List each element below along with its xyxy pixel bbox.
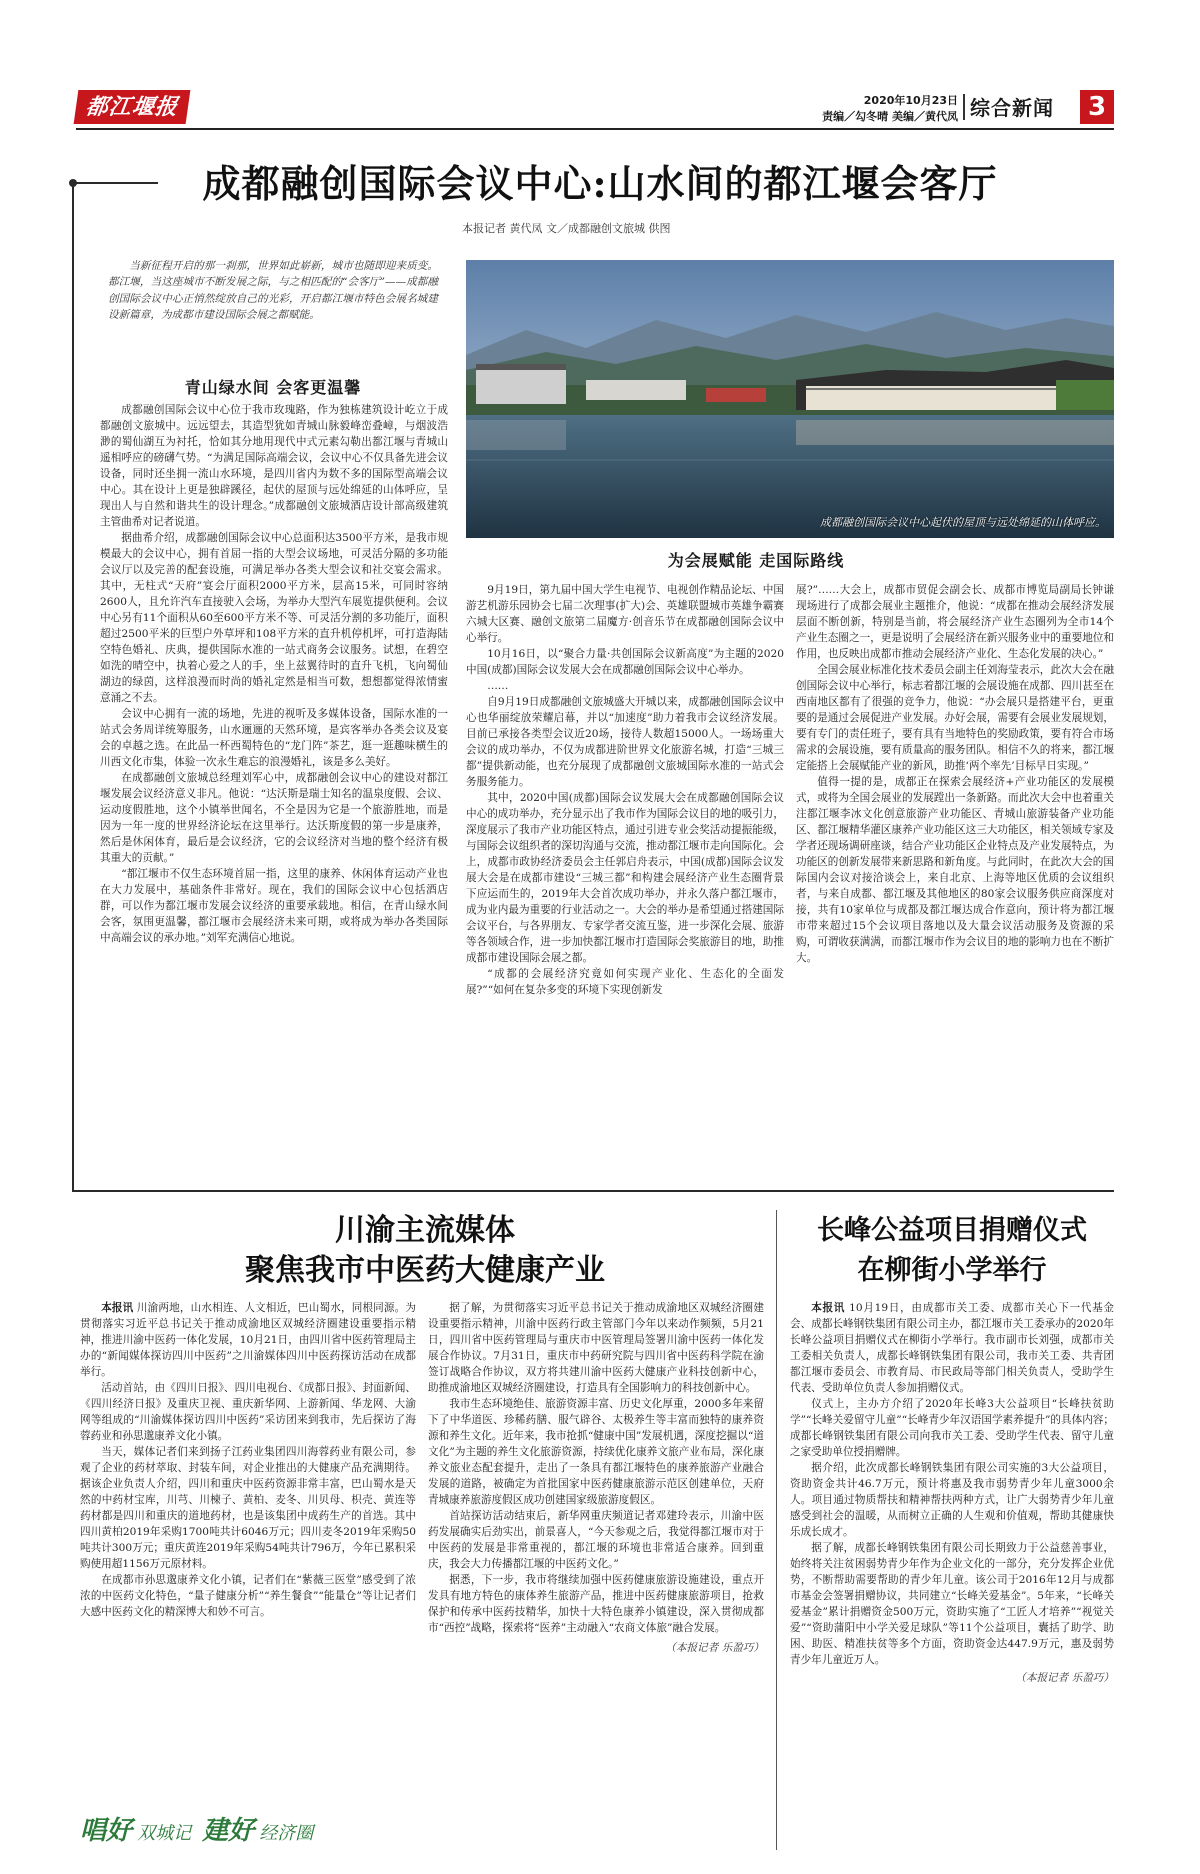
frame-corner-dot (69, 179, 77, 187)
story2-para: 据悉，下一步，我市将继续加强中医药健康旅游设施建设，重点开发具有地方特色的康体养生旅游产品，推进中医药健康旅游项目，抢救保护和传承中医药技精华，加快十大特色康养小镇建设，深入贯彻成都市“西控”战略，探索将“医养”主动融入“农商文体旅”融合发展。 (428, 1574, 764, 1634)
story2-para: 我市生态环境绝佳、旅游资源丰富、历史文化厚重，2000多年来留下了中华道医、珍稀药膳、服气辟谷、太极养生等丰富而独特的康养资源和养生文化。近年来，我市抢抓“健康中国”发展机遇，深度挖掘以“道文化”为主题的养生文化旅游资源，持续优化康养文旅产业布局，深化康养文旅业态配套提升，走出了一条具有都江堰特色的康养旅游产业融合发展的道路，被确定为首批国家中医药健康旅游示范区创建单位，天府青城康养旅游度假区成功创建国家级旅游度假区。 (428, 1398, 764, 1506)
story2-para: 活动首站，由《四川日报》、四川电视台、《成都日报》、封面新闻、《四川经济日报》及重庆卫视、重庆新华网、上游新闻、华龙网、大渝网等组成的“川渝媒体探访四川中医药”采访团来到我市，先后探访了海蓉药业和孙思邈康养文化小镇。 (80, 1382, 416, 1442)
slogan-part4: 经济圈 (259, 1823, 314, 1844)
section1-title: 青山绿水间 会客更温馨 (184, 378, 362, 397)
column-divider (776, 1210, 777, 1850)
section2-col2 (796, 582, 1114, 966)
story3-signature: （本报记者 乐盈巧） (1015, 1672, 1114, 1684)
main-story-title: 成都融创国际会议中心:山水间的都江堰会客厅 (202, 161, 998, 206)
section2-col1 (466, 582, 784, 998)
section1-body (100, 402, 448, 946)
slogan-part2: 双城记 (137, 1823, 192, 1844)
section2-para: 10月16日，以“聚合力量·共创国际会议新高度”为主题的2020中国(成都)国际会议发展大会在成都融创国际会议中心举办。 (466, 648, 784, 676)
section1-para: 成都融创国际会议中心位于我市玫瑰路，作为独栋建筑设计屹立于成都融创文旅城中。远远望去，其造型犹如青城山脉毅峰峦叠嶂，与烟波浩渺的蜀仙湖互为衬托，恰如其分地用现代中式元素勾勒出都江堰与青城山遥相呼应的磅礴气势。“为满足国际高端会议，会议中心不仅具备先进会议设备，同时还坐拥一流山水环境，是四川省内为数不多的国际型高端会议中心。其在设计上更是独辟蹊径，起伏的屋顶与远处绵延的山体呼应，呈现出人与自然和谐共生的设计理念。”成都融创文旅城酒店设计部高级建筑主管曲希对记者说道。 (100, 404, 448, 528)
story3-para: 本报讯 10月19日，由成都市关工委、成都市关心下一代基金会、成都长峰钢铁集团有限公司主办，都江堰市关工委承办的2020年长峰公益项目捐赠仪式在柳街小学举行。我市副市长刘强，成都市关工委相关负责人，成都长峰钢铁集团有限公司，我市关工委、共青团都江堰市委员会、市教育局、市民政局等部门相关负责人，受助学生代表、受助单位负责人参加捐赠仪式。 (790, 1302, 1114, 1394)
section2-para: 其中，2020中国(成都)国际会议发展大会在成都融创国际会议中心的成功举办，充分显示出了我市作为国际会议目的地的吸引力，深度展示了我市产业功能区特点，通过引进专业会奖活动提振能级，与国际会议组织者的深切沟通与交流，推动都江堰市走向国际化。会上，成都市政协经济委员会主任郭启舟表示，中国(成都)国际会议发展大会是在成都市建设“三城三都”和构建会展经济产业生态圈背景下应运而生的，2019年大会首次成功举办，并永久落户都江堰市，成为业内最为重要的行业活动之一。大会的举办是希望通过搭建国际会议平台，与各界朋友、专家学者交流互鉴，进一步深化会展、旅游等各领域合作，进一步加快都江堰市打造国际会奖旅游目的地，助推成都市建设国际会展之都。 (466, 792, 784, 964)
story2-para: 首站探访活动结束后，新华网重庆频道记者邓建玲表示，川渝中医药发展确实后劲实出，前景喜人，“今天参观之后，我觉得都江堰市对于中医药的发展是非常重视的，都江堰的环境也非常适合康养。回到重庆，我会大力传播都江堰的中医药文化。” (428, 1510, 764, 1570)
section1-para: 据曲希介绍，成都融创国际会议中心总面积达3500平方米，是我市规模最大的会议中心，拥有首屈一指的大型会议场地，可灵活分隔的多功能会议厅以及完善的配套设施，可满足举办各类大型会议和社交宴会需求。其中，无柱式“天府”宴会厅面积2000平方米，层高15米，可同时容纳2600人，且允许汽车直接驶入会场，为举办大型汽车展览提供便利。会议中心另有11个面积从60至600平方米不等、可灵活分割的多功能厅，面积超过2500平米的巨型户外草坪和108平方米的直升机停机坪，可打造海陆空特色婚礼、庆典，提供国际水准的一站式商务会议服务。试想，在碧空如洗的晴空中，执着心爱之人的手，坐上兹翼待时的直升飞机，飞向蜀仙湖边的绿茵，这样浪漫而时尚的婚礼定然是相当可数，想想都觉得浓情蜜意涌之不去。 (100, 532, 448, 704)
story3-para: 据介绍，此次成都长峰钢铁集团有限公司实施的3大公益项目，资助资金共计46.7万元，预计将惠及我市弱势青少年儿童3000余人。项目通过物质帮扶和精神帮扶两种方式，让广大弱势青少年儿童感受到社会的温暖，从而树立正确的人生观和价值观，帮助其健康快乐成长成才。 (790, 1462, 1114, 1538)
page-number-badge (1080, 90, 1114, 124)
story3-title-line2: 在柳街小学举行 (857, 1255, 1047, 1286)
masthead-date: 2020年10月23日 (863, 94, 958, 107)
section2-para: 自9月19日成都融创文旅城盛大开城以来，成都融创国际会议中心也华丽绽放荣耀启幕，并以“加速度”助力着我市会议经济发展。目前已承接各类型会议近20场，接待人数超15000人。一场场重大会议的成功举办，不仅为成都进阶世界文化旅游名城，打造“三城三都”提供新动能，也充分展现了成都融创文旅城国际水准的一站式会务服务能力。 (466, 696, 784, 788)
section-name: 综合新闻 (970, 96, 1054, 120)
story2-title-line2: 聚焦我市中医药大健康产业 (245, 1253, 605, 1288)
slogan-part1: 唱好 (80, 1816, 133, 1846)
section2-para: 展?”……大会上，成都市贸促会副会长、成都市博览局副局长钟谦现场进行了成都会展业主题推介，他说：“成都在推动会展经济发展层面不断创新，特别是当前，将会展经济产业生态圈列为全市14个产业生态圈之一，更是说明了会展经济在新兴服务业中的重要地位和作用，也反映出成都市推动会展经济产业化、生态化发展的决心。” (796, 584, 1114, 660)
story2-para: 当天，媒体记者们来到扬子江药业集团四川海蓉药业有限公司，参观了企业的药材萃取、封装车间，对企业推出的大健康产品充满期待。据该企业负责人介绍，四川和重庆中医药资源非常丰富，巴山蜀水是天然的中药材宝库，川芎、川楝子、黄柏、麦冬、川贝母、枳壳、黄连等药材都是四川和重庆的道地药材，也是该集团中成药生产的首选。其中四川黄柏2019年采购1700吨共计6046万元；四川麦冬2019年采购50吨共计300万元；重庆黄连2019年采购54吨共计796万，今年已累积采购使用超1156万元原材料。 (80, 1446, 416, 1570)
main-story-photo (466, 260, 1114, 538)
section1-para: 在成都融创文旅城总经理刘军心中，成都融创会议中心的建设对都江堰发展会议经济意义非凡。他说：“达沃斯是瑞士知名的温泉度假、会议、运动度假胜地，这个小镇举世闻名，不全是因为它是一个旅游胜地，而是因为一年一度的世界经济论坛在这里举行。达沃斯度假的第一步是康养，然后是休闲体育，最后是会议经济，它的会议经济对当地的整个经济有极其重大的贡献。” (100, 772, 448, 864)
newspaper-logo (74, 90, 191, 124)
main-story-frame-bottom (72, 1190, 1114, 1192)
photo-caption: 成都融创国际会议中心起伏的屋顶与远处绵延的山体呼应。 (820, 516, 1106, 529)
logo-text: 都江堰报 (84, 94, 180, 120)
conference-center-photo (466, 260, 1114, 538)
story2-para: 在成都市孙思邈康养文化小镇，记者们在“紫薇三医堂”感受到了浓浓的中医药文化特色，“量子健康分析”“养生餐食”“能量仓”等让记者们大感中医药文化的精深博大和妙不可言。 (80, 1574, 416, 1618)
slogan-banner (80, 1810, 416, 1854)
story3-para: 据了解，成都长峰钢铁集团有限公司长期致力于公益慈善事业，始终将关注贫困弱势青少年作为企业文化的一部分，充分发挥企业优势，不断帮助需要帮助的青少年儿童。该公司于2016年12月与成都市基金会签署捐赠协议，共同建立“长峰关爱基金”。5年来，“长峰关爱基金”累计捐赠资金500万元，资助实施了“工匠人才培养”“视觉关爱”“资助蒲阳中小学关爱足球队”等11个公益项目，囊括了助学、助困、助医、精准扶贫等多个方面，资助资金达447.9万元，惠及弱势青少年儿童近万人。 (790, 1542, 1114, 1666)
story3-title-line1: 长峰公益项目捐赠仪式 (817, 1215, 1087, 1246)
section2-para: 9月19日，第九届中国大学生电视节、电视创作精品论坛、中国游艺机游乐园协会七届二次理事(扩大)会、英雄联盟城市英雄争霸赛六城大区赛、融创文旅第二届魔方·创音乐节在成都融创国际会议中心举行。 (466, 584, 784, 644)
section2-para: 值得一提的是，成都正在探索会展经济+产业功能区的发展模式，或将为全国会展业的发展蹚出一条新路。而此次大会中也着重关注都江堰李冰文化创意旅游产业功能区、青城山旅游装备产业功能区、都江堰精华灌区康养产业功能区这三大功能区，相关领域专家及学者还现场调研座谈，结合产业功能区企业特点及产业发展特点，为功能区的创新发展带来新思路和新角度。与此同时，在此次大会的国际国内会议对接洽谈会上，来自北京、上海等地区优质的会议组织者，与来自成都、都江堰及其他地区的80家会议服务供应商深度对接，共有10家单位与成都及都江堰达成合作意向，预计将为都江堰市带来超过15个会议项目落地以及大量会议活动服务及资源的采购，可谓收获满满，而都江堰市作为会议目的地的影响力也在不断扩大。 (796, 776, 1114, 964)
section2-para: “成都的会展经济究竟如何实现产业化、生态化的全面发展?”“如何在复杂多变的环境下实现创新发 (466, 968, 784, 996)
story2-signature: （本报记者 乐盈巧） (665, 1642, 764, 1654)
slogan-part3: 建好 (202, 1816, 255, 1846)
story3-para: 仪式上，主办方介绍了2020年长峰3大公益项目“长峰扶贫助学”“长峰关爱留守儿童”“长峰青少年汉语国学素养提升”的具体内容；成都长峰钢铁集团有限公司向我市关工委、受助学生代表、留守儿童之家受助单位授捐赠牌。 (790, 1398, 1114, 1458)
story2-col2 (428, 1300, 764, 1655)
section2-title: 为会展赋能 走国际路线 (667, 551, 845, 570)
lead-text: 当新征程开启的那一刹那，世界如此崭新，城市也随即迎来质变。都江堰，当这座城市不断发展之际，与之相匹配的“会客厅”——成都融创国际会议中心正悄然绽放自己的光彩，开启都江堰市特色会展名城建设新篇章，为成都市建设国际会展之都赋能。 (108, 260, 438, 322)
section1-para: 会议中心拥有一流的场地，先进的视听及多媒体设备，国际水准的一站式会务周详统筹服务，山水逦逦的天然环境，是宾客举办各类会议及宴会的卓越之选。在此品一杯西蜀特色的“龙门阵”茶艺，逛一逛趣味横生的川西文化市集，体验一次永生难忘的浪漫婚礼，该是多么美好。 (100, 708, 448, 768)
story3-body (790, 1300, 1114, 1685)
story2-para: 本报讯 川渝两地，山水相连、人文相近，巴山蜀水，同根同源。为贯彻落实习近平总书记关于推动成渝地区双城经济圈建设重要指示精神，推进川渝中医药一体化发展，10月21日，由四川省中医药管理局主办的“新闻媒体探访四川中医药”之川渝媒体四川中医药探访活动在成都举行。 (80, 1302, 416, 1378)
story2-col1 (80, 1300, 416, 1620)
section2-para: …… (487, 680, 509, 692)
section1-para: “都江堰市不仅生态环境首屈一指，这里的康养、休闲体育运动产业也在大力发展中，基础条件非常好。现在，我们的国际会议中心包括酒店群，可以作为都江堰市发展会议经济的重要承载地。相信，在青山绿水间会客，氛围更温馨，都江堰市会展经济未来可期，或将成为举办各类国际中高端会议的承办地。”刘军充满信心地说。 (100, 868, 448, 944)
story2-title-line1: 川渝主流媒体 (335, 1213, 515, 1248)
story2-tag: 本报讯 (101, 1302, 134, 1314)
editor-line: 责编／勾冬晴 美编／黄代凤 (822, 110, 958, 123)
main-story-byline: 本报记者 黄代凤 文／成都融创文旅城 供图 (462, 222, 671, 235)
section2-para: 全国会展业标准化技术委员会副主任刘海莹表示，此次大会在融创国际会议中心举行，标志着都江堰的会展设施在成都、四川甚至在西南地区都有了很强的竞争力，他说：“办会展只是搭建平台，更重要的是通过会展促进产业发展。办好会展，需要有会展业发展规划，要有专门的责任班子，要有具有当地特色的奖励政策，要有符合市场需求的会展设施，要有质量高的服务团队。相信不久的将来，都江堰定能搭上会展赋能产业的新风，助推‘两个率先’目标早日实现。” (796, 664, 1114, 772)
story3-tag: 本报讯 (811, 1302, 846, 1314)
main-story-lead (108, 258, 438, 324)
main-story-frame-left (72, 182, 74, 1190)
masthead-separator (963, 94, 965, 120)
page-number: 3 (1087, 92, 1107, 122)
story2-para: 据了解，为贯彻落实习近平总书记关于推动成渝地区双城经济圈建设重要指示精神，川渝中医药行政主管部门今年以来动作频频，5月21日，四川省中医药管理局与重庆市中医管理局签署川渝中医药一体化发展合作协议。7月31日，重庆市中药研究院与四川省中医药科学院在渝签订战略合作协议，双方将共建川渝中医药大健康产业科技创新中心，助推成渝地区双城经济圈建设，打造具有全国影响力的科技创新中心。 (428, 1302, 764, 1394)
main-story-frame-top (72, 182, 158, 184)
masthead (0, 0, 1200, 130)
masthead-rule (76, 128, 1114, 130)
